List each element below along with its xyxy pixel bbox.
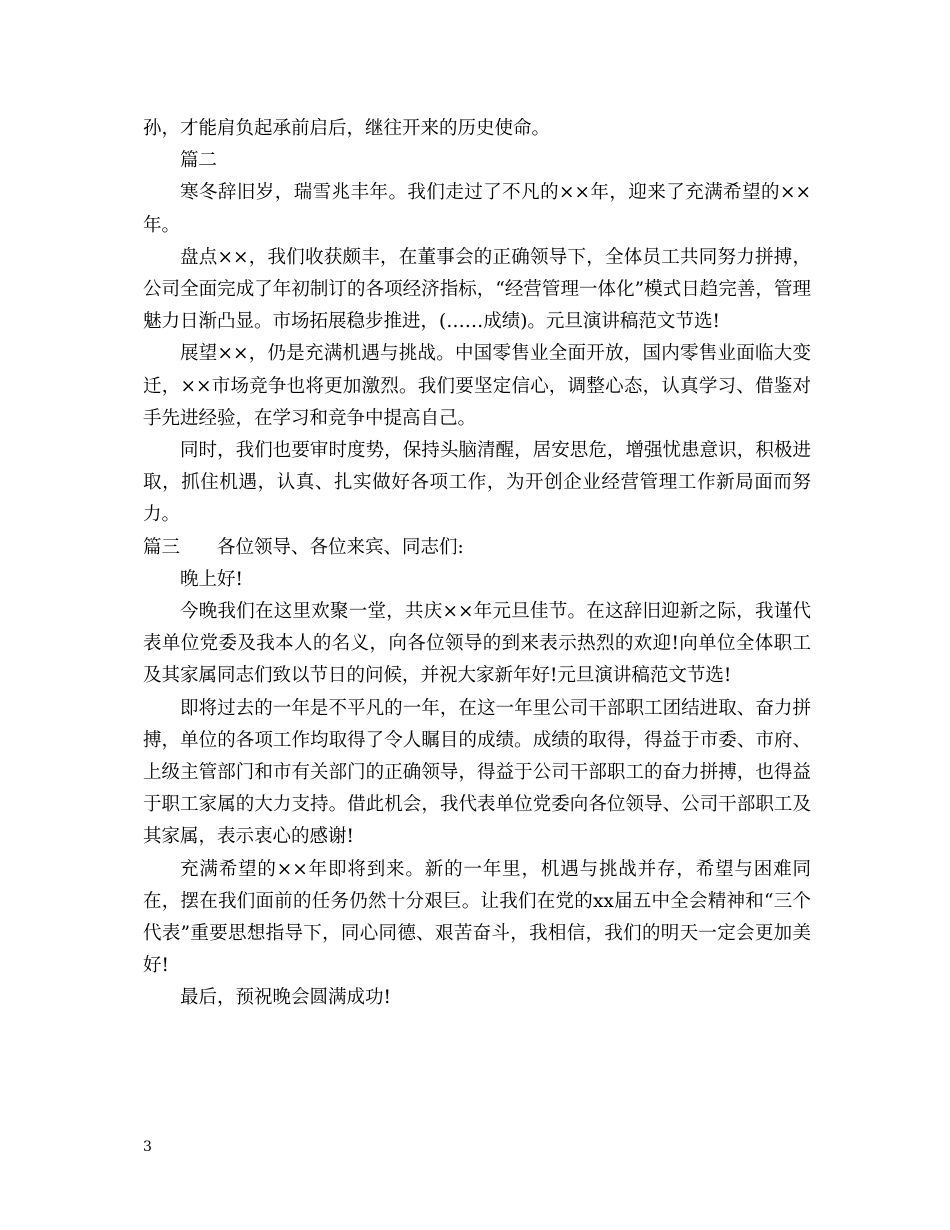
paragraph: 充满希望的××年即将到来。新的一年里，机遇与挑战并存，希望与困难同在，摆在我们面前的任务仍然十分艰巨。让我们在党的xx届五中全会精神和“三个代表”重要思想指导下，同心同德、艰苦奋斗，我相信，我们的明天一定会更加美好!	[143, 858, 811, 977]
section-heading-3	[143, 532, 811, 564]
paragraph: 盘点××，我们收获颇丰，在董事会的正确领导下，全体员工共同努力拼搏，公司全面完成了年初制订的各项经济指标，“经营管理一体化”模式日趋完善，管理魅力日渐凸显。市场拓展稳步推进，(……成绩)。元旦演讲稿范文节选!	[143, 246, 811, 333]
paragraph: 同时，我们也要审时度势，保持头脑清醒，居安思危，增强忧患意识，积极进取，抓住机遇，认真、扎实做好各项工作，为开创企业经营管理工作新局面而努力。	[143, 440, 811, 526]
salutation: 各位领导、各位来宾、同志们:	[217, 536, 464, 558]
paragraph: 今晚我们在这里欢聚一堂，共庆××年元旦佳节。在这辞旧迎新之际，我谨代表单位党委及我本人的名义，向各位领导的到来表示热烈的欢迎!向单位全体职工及其家属同志们致以节日的问候，并祝大家新年好!元旦演讲稿范文节选!	[143, 601, 811, 687]
paragraph: 寒冬辞旧岁，瑞雪兆丰年。我们走过了不凡的××年，迎来了充满希望的××年。	[143, 182, 811, 236]
paragraph: 展望××，仍是充满机遇与挑战。中国零售业全面开放，国内零售业面临大变迁，××市场竞争也将更加激烈。我们要坚定信心，调整心态，认真学习、借鉴对手先进经验，在学习和竞争中提高自己。	[143, 343, 811, 429]
greeting: 晚上好!	[180, 568, 243, 590]
paragraph: 即将过去的一年是不平凡的一年，在这一年里公司干部职工团结进取、奋力拼搏，单位的各项工作均取得了令人瞩目的成绩。成绩的取得，得益于市委、市府、上级主管部门和市有关部门的正确领导，得益于公司干部职工的奋力拼搏，也得益于职工家属的大力支持。借此机会，我代表单位党委向各位领导、公司干部职工及其家属，表示衷心的感谢!	[143, 697, 811, 848]
paragraph: 孙，才能肩负起承前启后，继往开来的历史使命。	[143, 118, 551, 139]
section-label: 篇三	[143, 536, 181, 558]
document-body	[143, 113, 811, 1015]
closing-line: 最后，预祝晚会圆满成功!	[180, 987, 391, 1009]
page-number: 3	[143, 1139, 152, 1155]
section-heading-2: 篇二	[180, 150, 218, 172]
